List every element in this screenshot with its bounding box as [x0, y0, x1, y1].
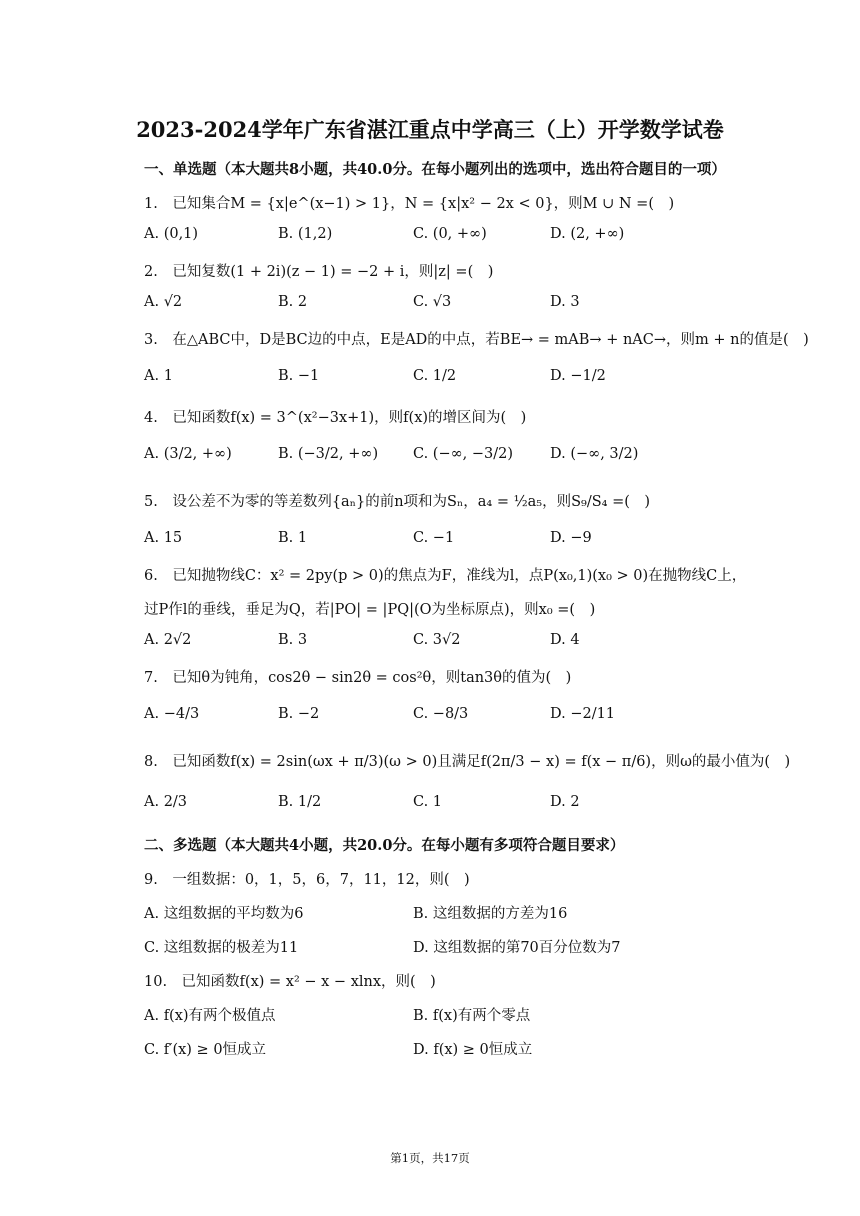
question-3-option-c: C. 1/2 [413, 368, 457, 384]
question-5-stem: 5. 设公差不为零的等差数列{aₙ}的前n项和为Sₙ，a₄ = ½a₅，则S₉/S₄ =( ) [144, 494, 651, 510]
question-2-option-b: B. 2 [278, 294, 308, 310]
question-8-option-c: C. 1 [413, 794, 443, 810]
question-5-option-b: B. 1 [278, 530, 308, 546]
section-heading-single-choice: 一、单选题（本大题共8小题，共40.0分。在每小题列出的选项中，选出符合题目的一项） [144, 161, 726, 178]
question-7-option-d: D. −2/11 [550, 706, 616, 722]
question-8-option-d: D. 2 [550, 794, 580, 810]
question-2-option-a: A. √2 [144, 294, 183, 310]
question-4-option-c: C. (−∞, −3/2) [413, 446, 514, 462]
question-3-option-a: A. 1 [144, 368, 173, 384]
question-5-option-a: A. 15 [144, 530, 183, 546]
question-10-option-c: C. f′(x) ≥ 0恒成立 [144, 1042, 267, 1058]
question-1-option-b: B. (1,2) [278, 226, 333, 242]
question-3-option-d: D. −1/2 [550, 368, 606, 384]
question-8-stem: 8. 已知函数f(x) = 2sin(ωx + π/3)(ω > 0)且满足f(2π/3 − x) = f(x − π/6)，则ω的最小值为( ) [144, 754, 791, 770]
question-1-stem: 1. 已知集合M = {x|e^(x−1) > 1}，N = {x|x² − 2x < 0}，则M ∪ N =( ) [144, 196, 675, 212]
question-10-option-b: B. f(x)有两个零点 [413, 1008, 531, 1024]
question-1-option-a: A. (0,1) [144, 226, 199, 242]
page-footer: 第1页，共17页 [390, 1151, 470, 1165]
question-9-option-c: C. 这组数据的极差为11 [144, 940, 299, 956]
question-4-option-d: D. (−∞, 3/2) [550, 446, 639, 462]
question-7-option-a: A. −4/3 [144, 706, 200, 722]
question-9-option-a: A. 这组数据的平均数为6 [144, 906, 304, 922]
question-6-option-b: B. 3 [278, 632, 308, 648]
question-9-option-d: D. 这组数据的第70百分位数为7 [413, 940, 621, 956]
section-heading-multiple-choice: 二、多选题（本大题共4小题，共20.0分。在每小题有多项符合题目要求） [144, 837, 625, 854]
question-3-option-b: B. −1 [278, 368, 320, 384]
question-4-option-a: A. (3/2, +∞) [144, 446, 232, 462]
question-4-stem: 4. 已知函数f(x) = 3^(x²−3x+1)，则f(x)的增区间为( ) [144, 410, 527, 426]
page-title: 2023-2024学年广东省湛江重点中学高三（上）开学数学试卷 [136, 117, 724, 142]
question-6-stem: 6. 已知抛物线C：x² = 2py(p > 0)的焦点为F，准线为l，点P(x₀,1)(x₀ > 0)在抛物线C上， [144, 568, 747, 584]
question-7-stem: 7. 已知θ为钝角，cos2θ − sin2θ = cos²θ，则tan3θ的值为( ) [144, 670, 572, 686]
question-7-option-b: B. −2 [278, 706, 320, 722]
question-3-stem: 3. 在△ABC中，D是BC边的中点，E是AD的中点，若BE→ = mAB→ + nAC→，则m + n的值是( ) [144, 332, 809, 348]
question-1-option-c: C. (0, +∞) [413, 226, 487, 242]
question-6-option-a: A. 2√2 [144, 632, 192, 648]
question-10-stem: 10. 已知函数f(x) = x² − x − xlnx，则( ) [144, 974, 436, 990]
question-8-option-b: B. 1/2 [278, 794, 322, 810]
question-6-option-d: D. 4 [550, 632, 580, 648]
question-6-option-c: C. 3√2 [413, 632, 461, 648]
question-8-option-a: A. 2/3 [144, 794, 188, 810]
question-2-option-c: C. √3 [413, 294, 452, 310]
question-4-option-b: B. (−3/2, +∞) [278, 446, 379, 462]
question-5-option-d: D. −9 [550, 530, 592, 546]
question-7-option-c: C. −8/3 [413, 706, 469, 722]
question-6-stem-continued: 过P作l的垂线，垂足为Q，若|PO| = |PQ|(O为坐标原点)，则x₀ =( ) [144, 602, 596, 618]
question-10-option-d: D. f(x) ≥ 0恒成立 [413, 1042, 533, 1058]
question-9-option-b: B. 这组数据的方差为16 [413, 906, 568, 922]
question-1-option-d: D. (2, +∞) [550, 226, 625, 242]
question-5-option-c: C. −1 [413, 530, 455, 546]
question-9-stem: 9. 一组数据：0，1，5，6，7，11，12，则( ) [144, 872, 470, 888]
question-2-stem: 2. 已知复数(1 + 2i)(z − 1) = −2 + i，则|z| =( ) [144, 264, 494, 280]
question-10-option-a: A. f(x)有两个极值点 [144, 1008, 276, 1024]
question-2-option-d: D. 3 [550, 294, 580, 310]
